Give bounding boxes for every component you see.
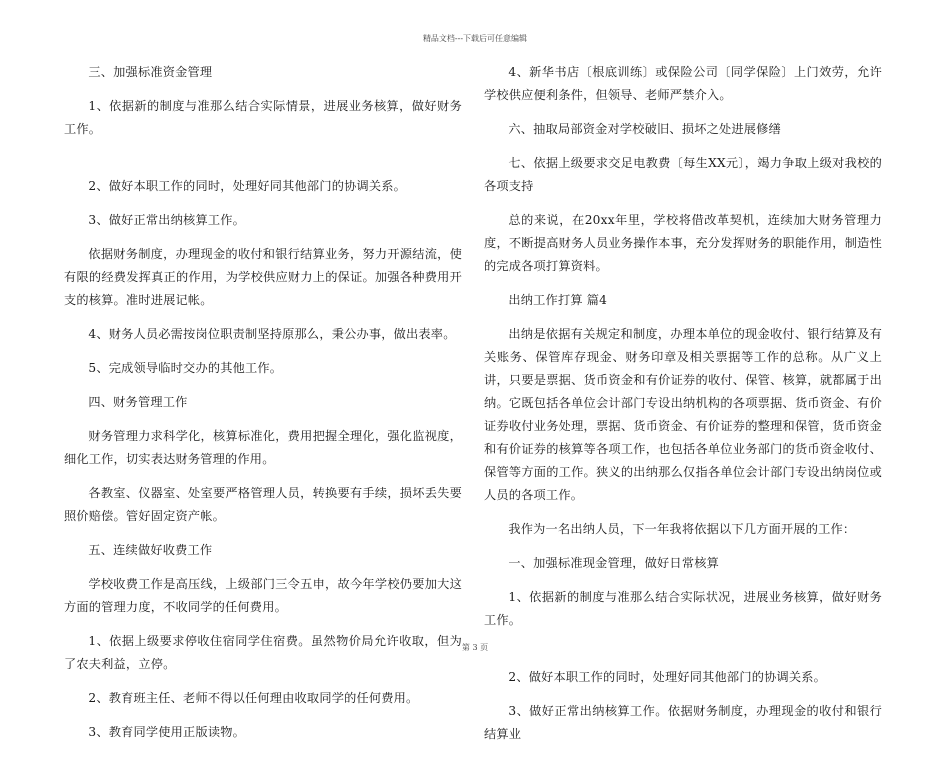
paragraph: 3、教育同学使用正版读物。: [88, 725, 245, 739]
section-heading: 四、财务管理工作: [88, 395, 188, 409]
paragraph: 财务管理力求科学化，核算标准化，费用把握全理化，强化监视度，细化工作，切实表达财务管理的作用。: [64, 429, 462, 466]
paragraph: 2、做好本职工作的同时，处理好同其他部门的协调关系。: [508, 670, 827, 684]
paragraph: 2、教育班主任、老师不得以任何理由收取同学的任何费用。: [88, 691, 419, 705]
paragraph: 5、完成领导临时交办的其他工作。: [88, 361, 283, 375]
paragraph: 3、做好正常出纳核算工作。依据财务制度，办理现金的收付和银行结算业: [484, 704, 882, 741]
paragraph: 1、依据上级要求停收住宿同学住宿费。虽然物价局允许收取，但为了农夫利益，立停。: [64, 634, 462, 671]
paragraph: 4、新华书店〔根底训练〕或保险公司〔同学保险〕上门效劳，允许学校供应便利条件，但领导、老师严禁介入。: [484, 65, 882, 102]
section-heading: 六、抽取局部资金对学校破旧、损坏之处进展修缮: [508, 122, 781, 136]
paragraph: 1、依据新的制度与准那么结合实际状况，进展业务核算，做好财务工作。: [484, 590, 882, 627]
paragraph: 4、财务人员必需按岗位职责制坚持原那么，秉公办事，做出表率。: [88, 327, 456, 341]
section-heading: 三、加强标准资金管理: [88, 65, 213, 79]
paragraph: 1、依据新的制度与准那么结合实际情景，进展业务核算，做好财务工作。: [64, 99, 462, 136]
paragraph: 学校收费工作是高压线，上级部门三令五申，故今年学校仍要加大这方面的管理力度，不收同学的任何费用。: [64, 577, 462, 614]
paragraph: 七、依据上级要求交足电教费〔每生XX元〕，竭力争取上级对我校的各项支持: [484, 156, 882, 193]
paragraph: 我作为一名出纳人员，下一年我将依据以下几方面开展的工作：: [508, 522, 856, 536]
section-heading: 五、连续做好收费工作: [88, 543, 213, 557]
paragraph: 2、做好本职工作的同时，处理好同其他部门的协调关系。: [88, 179, 407, 193]
section-heading: 一、加强标准现金管理，做好日常核算: [508, 556, 719, 570]
document-title: 出纳工作打算 篇4: [508, 293, 608, 307]
paragraph: 3、做好正常出纳核算工作。: [88, 213, 245, 227]
paragraph: 总的来说，在20xx年里，学校将借改革契机，连续加大财务管理力度，不断提高财务人员业务操作本事，充分发挥财务的职能作用，制造性的完成各项打算资料。: [484, 213, 882, 273]
page-header: 精品文档---下载后可任意编辑: [422, 34, 528, 43]
paragraph: 各教室、仪器室、处室要严格管理人员，转换要有手续，损坏丢失要照价赔偿。管好固定资产帐。: [64, 486, 462, 523]
page-number: 第 3 页: [461, 643, 489, 652]
paragraph: 出纳是依据有关规定和制度，办理本单位的现金收付、银行结算及有关账务、保管库存现金、财务印章及相关票据等工作的总称。从广义上讲，只要是票据、货币资金和有价证券的收付、保管、核算，就都属于出纳。它既包括各单位会计部门专设出纳机构的各项票据、货币资金、有价证券收付业务处理，票据、货币资金、有价证券的整理和保管，货币资金和有价证券的核算等各项工作，也包括各单位业务部门的货币资金收付、保管等方面的工作。狭义的出纳那么仅指各单位会计部门专设出纳岗位或人员的各项工作。: [484, 327, 882, 502]
paragraph: 依据财务制度，办理现金的收付和银行结算业务，努力开源结流，使有限的经费发挥真正的作用，为学校供应财力上的保证。加强各种费用开支的核算。准时进展记帐。: [64, 247, 462, 307]
